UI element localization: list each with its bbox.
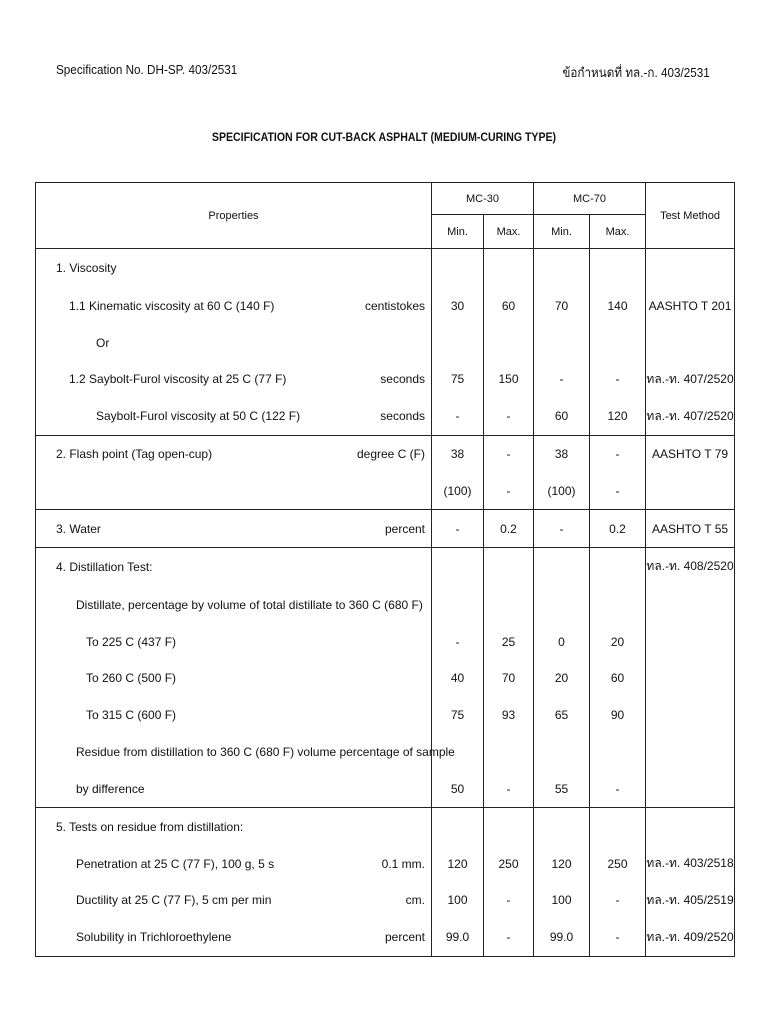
table-row xyxy=(36,624,735,660)
property-name: 1.1 Kinematic viscosity at 60 C (140 F) xyxy=(69,298,275,313)
property-unit: percent xyxy=(384,930,425,945)
value-mc70-min: 60 xyxy=(534,398,590,436)
value-mc70-max: 60 xyxy=(590,660,646,697)
property-cell xyxy=(36,882,432,919)
table-row xyxy=(36,249,735,287)
header-test-method: Test Method xyxy=(646,183,735,249)
value-mc30-min: 75 xyxy=(432,697,484,734)
table-row xyxy=(36,808,735,846)
value-mc30-max xyxy=(484,548,534,586)
property-cell xyxy=(36,734,455,771)
value-mc70-min xyxy=(534,734,590,771)
value-mc70-max: - xyxy=(590,473,646,510)
table-row xyxy=(36,325,735,361)
value-mc70-min: 20 xyxy=(534,660,590,697)
value-mc30-max: - xyxy=(484,919,534,957)
value-mc30-max: 70 xyxy=(484,660,534,697)
value-mc30-min: (100) xyxy=(432,473,484,510)
value-mc30-max: - xyxy=(484,436,534,473)
property-name: by difference xyxy=(76,781,145,796)
property-unit: cm. xyxy=(405,893,425,907)
test-method-cell: ทล.-ท. 409/2520 xyxy=(646,919,735,957)
value-mc30-max: - xyxy=(484,398,534,436)
table-row xyxy=(36,473,735,510)
value-mc70-min: (100) xyxy=(534,473,590,510)
header-mc30-min: Min. xyxy=(432,215,484,249)
value-mc70-max: 90 xyxy=(590,697,646,734)
value-mc30-min xyxy=(432,325,484,361)
table-row xyxy=(36,510,735,548)
property-name: 2. Flash point (Tag open-cup) xyxy=(56,447,213,462)
table-row xyxy=(36,548,735,586)
specification-table xyxy=(35,182,735,957)
value-mc70-max: 20 xyxy=(590,624,646,660)
value-mc30-min: 120 xyxy=(432,846,484,882)
value-mc70-min xyxy=(534,548,590,586)
property-cell xyxy=(36,624,432,660)
test-method-cell: AASHTO T 55 xyxy=(646,510,735,548)
document-title: SPECIFICATION FOR CUT-BACK ASPHALT (MEDIUM-CURING TYPE) xyxy=(211,130,557,144)
test-method-cell xyxy=(646,325,735,361)
test-method-cell: AASHTO T 201 xyxy=(646,287,735,325)
property-unit: percent xyxy=(384,521,425,536)
value-mc70-max xyxy=(590,249,646,287)
property-cell xyxy=(36,436,432,473)
value-mc30-min: - xyxy=(432,398,484,436)
table-row xyxy=(36,398,735,436)
value-mc30-min: 40 xyxy=(432,660,484,697)
table-row xyxy=(36,734,735,771)
table-row xyxy=(36,771,735,808)
value-mc70-min: 100 xyxy=(534,882,590,919)
value-mc70-min: - xyxy=(534,510,590,548)
property-unit: seconds xyxy=(380,409,425,424)
property-name: Penetration at 25 C (77 F), 100 g, 5 s xyxy=(76,856,275,871)
property-name: 5. Tests on residue from distillation: xyxy=(56,819,244,834)
table-row xyxy=(36,660,735,697)
value-mc30-max xyxy=(484,808,534,846)
value-mc30-max: 93 xyxy=(484,697,534,734)
test-method-cell xyxy=(646,697,735,734)
value-mc30-max: 25 xyxy=(484,624,534,660)
table-row xyxy=(36,287,735,325)
property-name: Residue from distillation to 360 C (680 F) volume percentage of sample xyxy=(76,745,455,759)
header-mc70-min: Min. xyxy=(534,215,590,249)
property-cell xyxy=(36,771,432,808)
value-mc30-max: - xyxy=(484,771,534,808)
property-name: To 225 C (437 F) xyxy=(86,634,177,649)
table-row xyxy=(36,436,735,473)
test-method-cell xyxy=(646,473,735,510)
value-mc30-min: 75 xyxy=(432,361,484,398)
property-name: Ductility at 25 C (77 F), 5 cm per min xyxy=(76,893,272,907)
property-cell xyxy=(36,398,432,436)
value-mc70-max xyxy=(590,808,646,846)
header-mc30: MC-30 xyxy=(432,183,534,215)
test-method-cell xyxy=(646,734,735,771)
test-method-cell xyxy=(646,249,735,287)
value-mc30-max: 60 xyxy=(484,287,534,325)
value-mc30-max: 250 xyxy=(484,846,534,882)
test-method-cell: ทล.-ท. 405/2519 xyxy=(646,882,735,919)
value-mc70-min xyxy=(534,586,590,624)
value-mc70-max xyxy=(590,548,646,586)
property-name: 4. Distillation Test: xyxy=(56,559,153,574)
property-name: 1. Viscosity xyxy=(56,260,117,275)
property-name: 3. Water xyxy=(56,521,101,536)
property-cell xyxy=(36,325,432,361)
table-row xyxy=(36,697,735,734)
value-mc70-min xyxy=(534,249,590,287)
value-mc70-min: 99.0 xyxy=(534,919,590,957)
value-mc70-max: - xyxy=(590,882,646,919)
value-mc70-max: 0.2 xyxy=(590,510,646,548)
test-method-cell xyxy=(646,660,735,697)
property-cell xyxy=(36,808,432,846)
value-mc70-min: 0 xyxy=(534,624,590,660)
property-cell xyxy=(36,697,432,734)
property-cell xyxy=(36,586,432,624)
table-row xyxy=(36,361,735,398)
value-mc30-max xyxy=(484,586,534,624)
property-cell xyxy=(36,919,432,957)
value-mc30-min: 50 xyxy=(432,771,484,808)
spec-number: Specification No. DH-SP. 403/2531 xyxy=(56,62,238,77)
value-mc70-min: 38 xyxy=(534,436,590,473)
property-cell xyxy=(36,510,432,548)
value-mc30-max: 0.2 xyxy=(484,510,534,548)
test-method-cell xyxy=(646,624,735,660)
property-cell xyxy=(36,846,432,882)
value-mc30-min: 99.0 xyxy=(432,919,484,957)
value-mc30-max: 150 xyxy=(484,361,534,398)
property-name: Or xyxy=(96,335,110,350)
value-mc30-min xyxy=(432,808,484,846)
value-mc30-min xyxy=(432,548,484,586)
table-row xyxy=(36,882,735,919)
value-mc70-min: - xyxy=(534,361,590,398)
value-mc70-max: - xyxy=(590,361,646,398)
value-mc70-max xyxy=(590,734,646,771)
value-mc30-min: - xyxy=(432,510,484,548)
value-mc70-max xyxy=(590,325,646,361)
value-mc30-min xyxy=(432,586,484,624)
test-method-cell xyxy=(646,808,735,846)
property-name: Saybolt-Furol viscosity at 50 C (122 F) xyxy=(96,409,301,424)
value-mc70-min: 70 xyxy=(534,287,590,325)
header-properties: Properties xyxy=(36,183,432,249)
property-cell xyxy=(36,548,432,586)
value-mc30-max xyxy=(484,249,534,287)
table-row xyxy=(36,919,735,957)
property-name: Solubility in Trichloroethylene xyxy=(76,930,232,945)
test-method-cell xyxy=(646,771,735,808)
value-mc30-min: 100 xyxy=(432,882,484,919)
value-mc30-min: 30 xyxy=(432,287,484,325)
value-mc70-min xyxy=(534,325,590,361)
value-mc70-max: - xyxy=(590,436,646,473)
value-mc30-max: - xyxy=(484,473,534,510)
value-mc30-max xyxy=(484,734,534,771)
property-name: To 260 C (500 F) xyxy=(86,671,177,685)
value-mc30-min: 38 xyxy=(432,436,484,473)
value-mc70-min xyxy=(534,808,590,846)
value-mc70-max: - xyxy=(590,919,646,957)
property-cell xyxy=(36,473,432,510)
value-mc70-min: 55 xyxy=(534,771,590,808)
value-mc70-min: 120 xyxy=(534,846,590,882)
property-unit: degree C (F) xyxy=(356,447,425,462)
test-method-cell: ทล.-ท. 408/2520 xyxy=(646,548,735,586)
test-method-cell: ทล.-ท. 407/2520 xyxy=(646,361,735,398)
property-name: Distillate, percentage by volume of total distillate to 360 C (680 F) xyxy=(76,597,423,612)
table-row xyxy=(36,586,735,624)
value-mc70-max xyxy=(590,586,646,624)
property-unit: 0.1 mm. xyxy=(381,856,425,871)
property-name: 1.2 Saybolt-Furol viscosity at 25 C (77 F) xyxy=(69,372,287,386)
property-cell xyxy=(36,287,432,325)
value-mc30-min: - xyxy=(432,624,484,660)
table-body xyxy=(36,249,735,957)
value-mc70-max: 250 xyxy=(590,846,646,882)
value-mc30-min xyxy=(432,249,484,287)
test-method-cell xyxy=(646,586,735,624)
property-cell xyxy=(36,660,432,697)
property-cell xyxy=(36,249,432,287)
value-mc30-max xyxy=(484,325,534,361)
value-mc70-max: 140 xyxy=(590,287,646,325)
test-method-cell: ทล.-ท. 407/2520 xyxy=(646,398,735,436)
test-method-cell: ทล.-ท. 403/2518 xyxy=(646,846,735,882)
header-mc70-max: Max. xyxy=(590,215,646,249)
spec-number-thai: ข้อกำหนดที่ ทล.-ก. 403/2531 xyxy=(562,65,710,80)
value-mc70-max: 120 xyxy=(590,398,646,436)
header-mc30-max: Max. xyxy=(484,215,534,249)
value-mc70-min: 65 xyxy=(534,697,590,734)
table-row xyxy=(36,846,735,882)
test-method-cell: AASHTO T 79 xyxy=(646,436,735,473)
header-mc70: MC-70 xyxy=(534,183,646,215)
value-mc30-max: - xyxy=(484,882,534,919)
property-cell xyxy=(36,361,432,398)
property-name: To 315 C (600 F) xyxy=(86,708,177,722)
property-unit: centistokes xyxy=(364,298,425,313)
property-unit: seconds xyxy=(380,372,425,386)
value-mc70-max: - xyxy=(590,771,646,808)
